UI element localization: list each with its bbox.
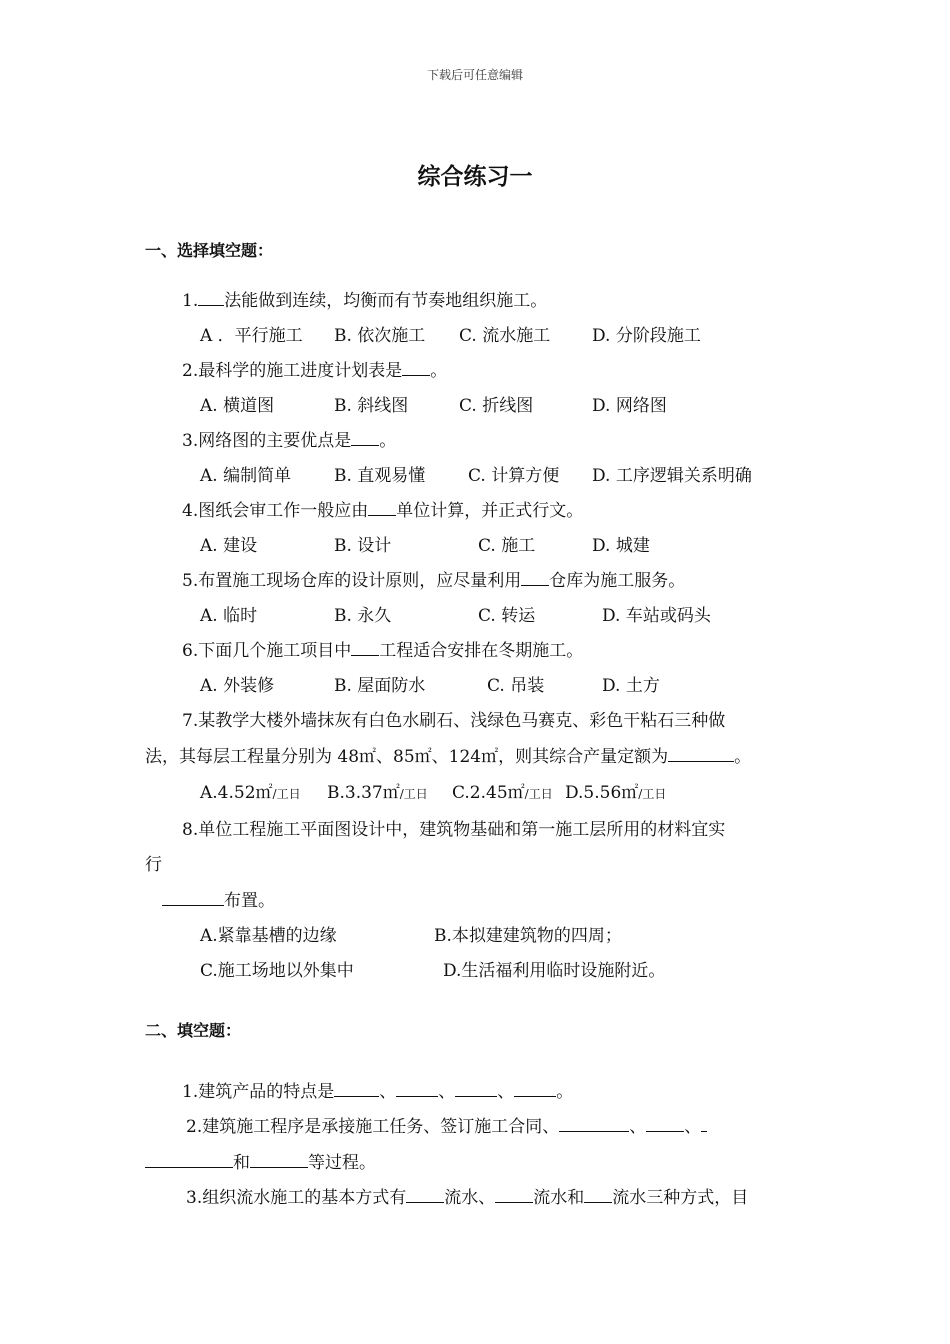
blank <box>396 1082 438 1097</box>
option-value: B.3.37㎡ <box>327 783 400 803</box>
question-8-line-2: 行 <box>145 855 162 875</box>
option-unit: /工日 <box>272 787 301 801</box>
option-value: D.5.56㎡ <box>565 783 639 803</box>
separator: 、 <box>684 1117 702 1137</box>
fill-question-1 <box>182 1077 573 1102</box>
blank <box>402 361 430 376</box>
blank <box>334 1082 379 1097</box>
question-text: 法，其每层工程量分别为 48㎡、85㎡、124㎡，则其综合产量定额为 <box>145 747 669 767</box>
option: D. 工序逻辑关系明确 <box>592 466 752 486</box>
question-text: 5.布置施工现场仓库的设计原则，应尽量利用 <box>182 571 522 591</box>
option: C. 吊装 <box>487 676 545 696</box>
question-text: 3.组织流水施工的基本方式有 <box>186 1188 407 1208</box>
question-6 <box>182 636 583 661</box>
option: D.生活福利用临时设施附近。 <box>443 961 666 981</box>
question-text: 法能做到连续，均衡而有节奏地组织施工。 <box>224 291 548 311</box>
blank <box>351 431 379 446</box>
blank <box>368 501 396 516</box>
separator: 、 <box>497 1082 515 1102</box>
option-value: A.4.52㎡ <box>200 783 273 803</box>
option: B. 依次施工 <box>334 326 426 346</box>
question-text: 流水和 <box>533 1188 585 1208</box>
question-text: 3.网络图的主要优点是 <box>182 431 352 451</box>
option: B. 设计 <box>334 536 392 556</box>
question-text: 和 <box>233 1153 250 1173</box>
question-text: 。 <box>556 1082 574 1102</box>
option: D. 土方 <box>602 676 660 696</box>
fill-question-2-line-2 <box>145 1148 376 1173</box>
option: C.施工场地以外集中 <box>200 961 354 981</box>
question-text: 1. <box>182 291 199 311</box>
option: D. 车站或码头 <box>602 606 711 626</box>
blank <box>198 291 224 306</box>
question-text: 流水、 <box>444 1188 496 1208</box>
page-title: 综合练习一 <box>417 164 533 190</box>
option: D. 分阶段施工 <box>592 326 701 346</box>
question-text: 2.建筑施工程序是承接施工任务、签订施工合同、 <box>186 1117 560 1137</box>
blank <box>584 1188 612 1203</box>
option <box>327 778 428 803</box>
option-unit: /工日 <box>524 787 553 801</box>
blank <box>495 1188 533 1203</box>
option: A. 横道图 <box>200 396 275 416</box>
blank <box>514 1082 556 1097</box>
question-1 <box>182 286 547 311</box>
option <box>565 778 666 803</box>
section-heading-fill: 二、填空题： <box>145 1021 242 1040</box>
option: B.本拟建建筑物的四周； <box>434 926 622 946</box>
question-2 <box>182 356 447 381</box>
question-text: 4.图纸会审工作一般应由 <box>182 501 369 521</box>
blank <box>701 1117 707 1132</box>
option: D. 城建 <box>592 536 650 556</box>
blank <box>521 571 549 586</box>
option: B. 永久 <box>334 606 392 626</box>
question-text: 。 <box>379 431 397 451</box>
blank <box>646 1117 684 1132</box>
question-text: 6.下面几个施工项目中 <box>182 641 352 661</box>
blank <box>351 641 379 656</box>
option <box>452 778 553 803</box>
question-text: 。 <box>734 747 752 767</box>
blank <box>559 1117 629 1132</box>
option: C. 转运 <box>478 606 536 626</box>
option: C. 折线图 <box>459 396 534 416</box>
question-8-line-1: 8.单位工程施工平面图设计中，建筑物基础和第一施工层所用的材料宜实 <box>182 820 726 840</box>
option-unit: /工日 <box>399 787 428 801</box>
blank <box>455 1082 497 1097</box>
fill-question-2-line-1 <box>186 1112 707 1137</box>
option: A. 建设 <box>200 536 258 556</box>
header-note: 下载后可任意编辑 <box>426 68 523 82</box>
question-text: 布置。 <box>224 891 275 911</box>
option: B. 直观易懂 <box>334 466 426 486</box>
option <box>200 778 301 803</box>
blank <box>145 1153 233 1168</box>
blank <box>668 747 734 762</box>
section-heading-choice: 一、选择填空题： <box>145 241 274 260</box>
question-4 <box>182 496 583 521</box>
separator: 、 <box>379 1082 397 1102</box>
question-text: 2.最科学的施工进度计划表是 <box>182 361 403 381</box>
option: C. 计算方便 <box>468 466 560 486</box>
question-7-line-2 <box>145 742 751 767</box>
blank <box>406 1188 444 1203</box>
option-unit: /工日 <box>638 787 667 801</box>
option: A ．平行施工 <box>200 326 303 346</box>
question-text: 1.建筑产品的特点是 <box>182 1082 335 1102</box>
option: A. 临时 <box>200 606 258 626</box>
question-text: 工程适合安排在冬期施工。 <box>379 641 584 661</box>
option: D. 网络图 <box>592 396 667 416</box>
option: A.紧靠基槽的边缘 <box>200 926 337 946</box>
option: A. 外装修 <box>200 676 275 696</box>
question-7-line-1: 7.某教学大楼外墙抹灰有白色水刷石、浅绿色马赛克、彩色干粘石三种做 <box>182 711 726 731</box>
option: C. 流水施工 <box>459 326 551 346</box>
option: C. 施工 <box>478 536 536 556</box>
separator: 、 <box>438 1082 456 1102</box>
separator: 、 <box>629 1117 647 1137</box>
question-text: 单位计算，并正式行文。 <box>396 501 584 521</box>
question-text: 仓库为施工服务。 <box>549 571 686 591</box>
blank <box>250 1153 308 1168</box>
blank <box>162 891 224 906</box>
option: B. 斜线图 <box>334 396 409 416</box>
question-8-line-3 <box>162 886 275 911</box>
option: B. 屋面防水 <box>334 676 426 696</box>
question-3 <box>182 426 396 451</box>
fill-question-3 <box>186 1183 748 1208</box>
option: A. 编制简单 <box>200 466 292 486</box>
question-text: 等过程。 <box>308 1153 376 1173</box>
question-5 <box>182 566 685 591</box>
question-text: 流水三种方式，目 <box>612 1188 749 1208</box>
option-value: C.2.45㎡ <box>452 783 525 803</box>
question-text: 。 <box>430 361 448 381</box>
